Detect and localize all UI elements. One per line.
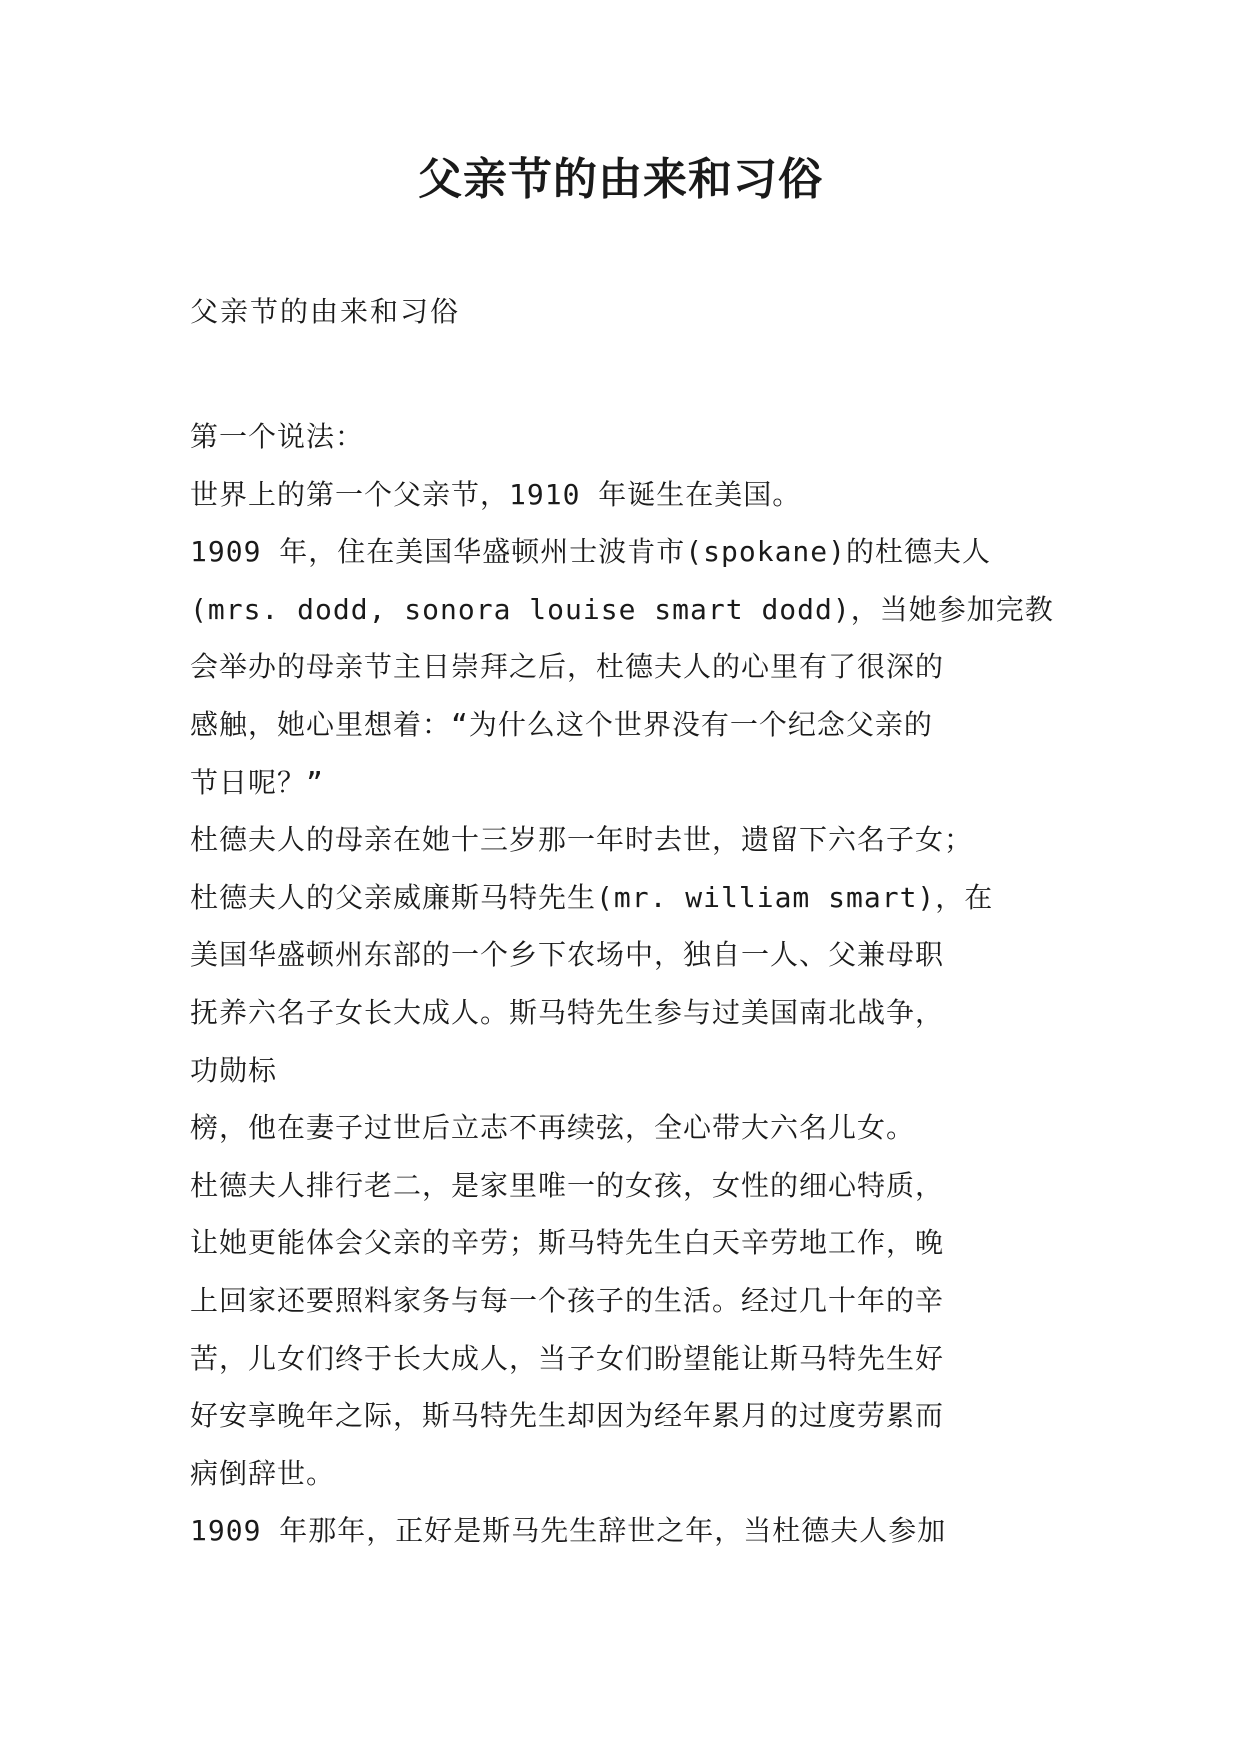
body-line: 第一个说法： <box>190 420 365 453</box>
body-line: 苦，儿女们终于长大成人，当子女们盼望能让斯马特先生好 <box>190 1341 945 1375</box>
body-line: 1909 年那年，正好是斯马先生辞世之年，当杜德夫人参加 <box>190 1514 947 1548</box>
document-subtitle: 父亲节的由来和习俗 <box>190 295 461 328</box>
body-line: 1909 年，住在美国华盛顿州士波肯市(spokane)的杜德夫人 <box>190 535 992 569</box>
body-line: 杜德夫人的父亲威廉斯马特先生(mr. william smart)，在 <box>190 880 994 914</box>
body-line: 美国华盛顿州东部的一个乡下农场中，独自一人、父兼母职 <box>190 938 945 972</box>
body-line: 病倒辞世。 <box>190 1456 336 1490</box>
document-body <box>190 408 1070 1560</box>
body-line: 杜德夫人的母亲在她十三岁那一年时去世，遗留下六名子女； <box>190 823 974 857</box>
body-line: 节日呢？” <box>190 765 324 799</box>
body-line: 上回家还要照料家务与每一个孩子的生活。经过几十年的辛 <box>190 1283 945 1317</box>
body-line: 让她更能体会父亲的辛劳；斯马特先生白天辛劳地工作，晚 <box>190 1226 945 1260</box>
body-line: (mrs. dodd, sonora louise smart dodd)，当她参加完教 <box>190 592 1054 626</box>
body-line: 好安享晚年之际，斯马特先生却因为经年累月的过度劳累而 <box>190 1399 945 1433</box>
body-line: 功勋标 <box>190 1053 278 1087</box>
body-line: 世界上的第一个父亲节，1910 年诞生在美国。 <box>190 477 802 511</box>
body-line: 会举办的母亲节主日崇拜之后，杜德夫人的心里有了很深的 <box>190 650 945 684</box>
body-line: 抚养六名子女长大成人。斯马特先生参与过美国南北战争， <box>190 995 945 1029</box>
body-line: 感触，她心里想着：“为什么这个世界没有一个纪念父亲的 <box>190 707 933 741</box>
document-title: 父亲节的由来和习俗 <box>418 154 823 205</box>
body-line: 榜，他在妻子过世后立志不再续弦，全心带大六名儿女。 <box>190 1111 916 1145</box>
body-line: 杜德夫人排行老二，是家里唯一的女孩，女性的细心特质， <box>190 1168 945 1202</box>
